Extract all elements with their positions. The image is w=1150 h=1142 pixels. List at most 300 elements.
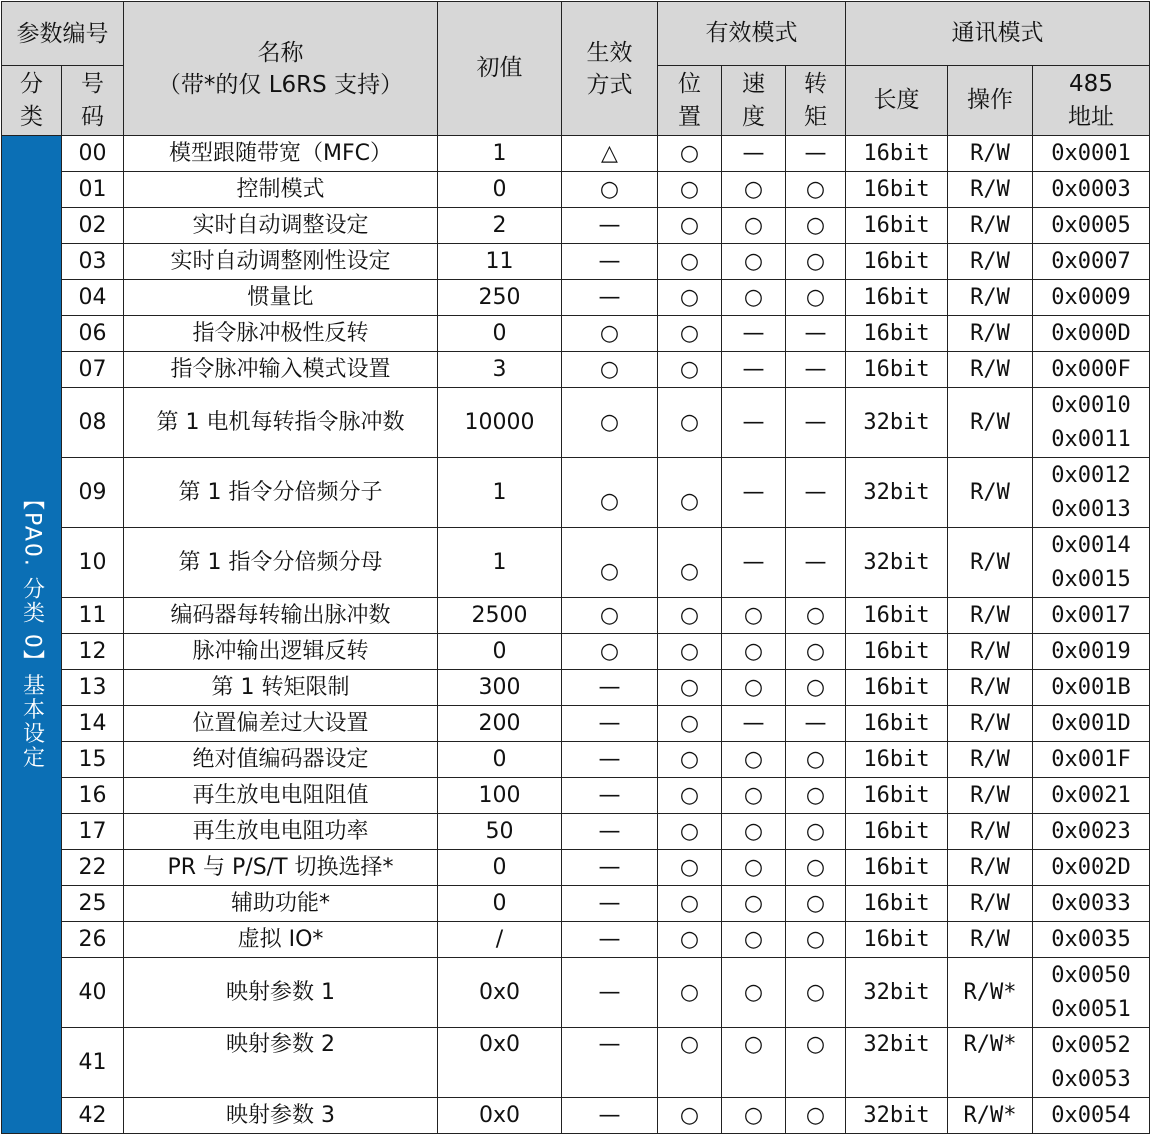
name-cell: 映射参数 1	[124, 958, 438, 1028]
table-row	[2, 598, 1150, 634]
speed-cell: ○	[722, 670, 786, 706]
header-torque: 转矩	[786, 66, 846, 136]
length-cell: 32bit	[846, 458, 948, 528]
torque-cell: —	[786, 136, 846, 172]
header-effect: 生效方式	[562, 2, 658, 136]
address-value: 0x0003	[1051, 176, 1131, 202]
position-cell: ○	[658, 208, 722, 244]
code-cell: 09	[62, 458, 124, 528]
address-cell	[1033, 706, 1150, 742]
table-row	[2, 814, 1150, 850]
address-value: 0x0051	[1051, 996, 1131, 1022]
effect-cell: —	[562, 280, 658, 316]
position-cell: ○	[658, 172, 722, 208]
address-value: 0x0053	[1051, 1066, 1131, 1092]
operation-cell: R/W	[948, 172, 1033, 208]
torque-cell: ○	[786, 922, 846, 958]
code-cell: 22	[62, 850, 124, 886]
effect-cell: —	[562, 670, 658, 706]
name-cell: 惯量比	[124, 280, 438, 316]
torque-cell: ○	[786, 1098, 846, 1134]
speed-cell: —	[722, 136, 786, 172]
address-value: 0x0005	[1051, 212, 1131, 238]
address-value: 0x002D	[1051, 854, 1131, 880]
length-cell: 16bit	[846, 634, 948, 670]
init-cell: 3	[438, 352, 562, 388]
torque-cell: —	[786, 528, 846, 598]
address-cell	[1033, 244, 1150, 280]
speed-cell: ○	[722, 1098, 786, 1134]
header-category: 分类	[2, 66, 62, 136]
operation-cell: R/W	[948, 244, 1033, 280]
address-value: 0x0013	[1051, 496, 1131, 522]
name-cell: 控制模式	[124, 172, 438, 208]
operation-cell: R/W	[948, 850, 1033, 886]
torque-cell: ○	[786, 634, 846, 670]
length-cell: 32bit	[846, 528, 948, 598]
init-cell: 0x0	[438, 1028, 562, 1098]
torque-cell: ○	[786, 742, 846, 778]
address-value: 0x0007	[1051, 248, 1131, 274]
length-cell: 32bit	[846, 1028, 948, 1098]
speed-cell: ○	[722, 814, 786, 850]
effect-cell	[562, 458, 658, 528]
address-cell	[1033, 316, 1150, 352]
name-cell: 辅助功能*	[124, 886, 438, 922]
init-cell: 1	[438, 458, 562, 528]
init-cell: 0	[438, 172, 562, 208]
torque-cell: —	[786, 388, 846, 458]
table-row	[2, 958, 1150, 1028]
address-cell	[1033, 172, 1150, 208]
length-cell: 16bit	[846, 208, 948, 244]
operation-cell: R/W	[948, 922, 1033, 958]
operation-cell: R/W	[948, 352, 1033, 388]
operation-cell: R/W	[948, 280, 1033, 316]
address-cell	[1033, 388, 1150, 458]
position-cell: ○	[658, 634, 722, 670]
length-cell: 16bit	[846, 598, 948, 634]
table-row	[2, 706, 1150, 742]
code-cell: 41	[62, 1028, 124, 1098]
code-cell: 25	[62, 886, 124, 922]
effect-cell: ○	[562, 388, 658, 458]
effect-cell: —	[562, 958, 658, 1028]
torque-cell: ○	[786, 886, 846, 922]
table-row	[2, 316, 1150, 352]
torque-cell: ○	[786, 850, 846, 886]
position-cell: ○	[658, 850, 722, 886]
address-cell	[1033, 958, 1150, 1028]
operation-cell: R/W	[948, 208, 1033, 244]
init-cell: /	[438, 922, 562, 958]
position-cell: ○	[658, 958, 722, 1028]
address-value: 0x0050	[1051, 962, 1131, 988]
name-cell: 指令脉冲极性反转	[124, 316, 438, 352]
torque-cell: ○	[786, 208, 846, 244]
operation-cell: R/W	[948, 778, 1033, 814]
position-cell: ○	[658, 352, 722, 388]
address-value: 0x0035	[1051, 926, 1131, 952]
code-cell: 11	[62, 598, 124, 634]
table-row	[2, 670, 1150, 706]
torque-cell: ○	[786, 244, 846, 280]
init-cell: 300	[438, 670, 562, 706]
address-cell	[1033, 352, 1150, 388]
address-value: 0x0009	[1051, 284, 1131, 310]
table-row	[2, 850, 1150, 886]
code-cell: 06	[62, 316, 124, 352]
speed-cell: —	[722, 388, 786, 458]
torque-cell: ○	[786, 172, 846, 208]
address-value: 0x000D	[1051, 320, 1131, 346]
address-cell	[1033, 136, 1150, 172]
init-cell: 11	[438, 244, 562, 280]
speed-cell: ○	[722, 598, 786, 634]
name-cell: 实时自动调整刚性设定	[124, 244, 438, 280]
name-cell: 第 1 电机每转指令脉冲数	[124, 388, 438, 458]
operation-cell: R/W	[948, 458, 1033, 528]
operation-cell: R/W*	[948, 958, 1033, 1028]
position-cell: ○	[658, 922, 722, 958]
address-value: 0x001F	[1051, 746, 1131, 772]
speed-cell: ○	[722, 244, 786, 280]
code-cell: 04	[62, 280, 124, 316]
effect-cell: —	[562, 778, 658, 814]
length-cell: 16bit	[846, 316, 948, 352]
speed-cell: ○	[722, 742, 786, 778]
address-cell	[1033, 280, 1150, 316]
position-cell-value: ○	[679, 558, 700, 584]
code-cell: 01	[62, 172, 124, 208]
speed-cell: —	[722, 316, 786, 352]
torque-cell: ○	[786, 598, 846, 634]
length-cell: 16bit	[846, 742, 948, 778]
position-cell: ○	[658, 778, 722, 814]
header-name	[124, 2, 438, 136]
header-init: 初值	[438, 2, 562, 136]
torque-cell: ○	[786, 670, 846, 706]
init-cell: 200	[438, 706, 562, 742]
effect-cell: —	[562, 850, 658, 886]
address-value: 0x0012	[1051, 462, 1131, 488]
address-value: 0x0017	[1051, 602, 1131, 628]
name-cell: 脉冲输出逻辑反转	[124, 634, 438, 670]
init-cell: 100	[438, 778, 562, 814]
speed-cell: ○	[722, 922, 786, 958]
position-cell: ○	[658, 706, 722, 742]
address-cell	[1033, 850, 1150, 886]
length-cell: 32bit	[846, 1098, 948, 1134]
init-cell: 0	[438, 316, 562, 352]
category-label: 【PA0. 分类 0】基本设定	[19, 488, 45, 770]
address-cell	[1033, 886, 1150, 922]
speed-cell: —	[722, 352, 786, 388]
init-cell: 1	[438, 136, 562, 172]
position-cell: ○	[658, 280, 722, 316]
position-cell: ○	[658, 244, 722, 280]
table-row	[2, 528, 1150, 598]
address-value: 0x0054	[1051, 1102, 1131, 1128]
address-cell	[1033, 634, 1150, 670]
torque-cell: ○	[786, 814, 846, 850]
speed-cell: ○	[722, 172, 786, 208]
init-cell: 0	[438, 886, 562, 922]
effect-cell-value: ○	[599, 488, 620, 514]
address-value: 0x000F	[1051, 356, 1131, 382]
position-cell: ○	[658, 1098, 722, 1134]
init-cell: 0x0	[438, 1098, 562, 1134]
name-cell: 模型跟随带宽（MFC）	[124, 136, 438, 172]
address-cell	[1033, 742, 1150, 778]
header-address: 485地址	[1033, 66, 1150, 136]
name-cell: 绝对值编码器设定	[124, 742, 438, 778]
length-cell: 32bit	[846, 958, 948, 1028]
operation-cell: R/W	[948, 136, 1033, 172]
length-cell: 32bit	[846, 388, 948, 458]
code-cell: 16	[62, 778, 124, 814]
torque-cell: ○	[786, 958, 846, 1028]
speed-cell: ○	[722, 778, 786, 814]
length-cell: 16bit	[846, 886, 948, 922]
init-cell: 2	[438, 208, 562, 244]
code-cell: 12	[62, 634, 124, 670]
operation-cell: R/W*	[948, 1028, 1033, 1098]
address-value: 0x0014	[1051, 532, 1131, 558]
effect-cell: ○	[562, 316, 658, 352]
effect-cell: —	[562, 1098, 658, 1134]
length-cell: 16bit	[846, 814, 948, 850]
address-value: 0x0001	[1051, 140, 1131, 166]
position-cell: ○	[658, 814, 722, 850]
position-cell: ○	[658, 742, 722, 778]
address-cell	[1033, 528, 1150, 598]
table-row	[2, 172, 1150, 208]
init-cell: 2500	[438, 598, 562, 634]
address-value: 0x0019	[1051, 638, 1131, 664]
table-row	[2, 1098, 1150, 1134]
table-row	[2, 634, 1150, 670]
length-cell: 16bit	[846, 136, 948, 172]
operation-cell: R/W*	[948, 1098, 1033, 1134]
name-cell: 映射参数 2	[124, 1028, 438, 1098]
effect-cell: —	[562, 244, 658, 280]
code-cell: 00	[62, 136, 124, 172]
operation-cell: R/W	[948, 742, 1033, 778]
address-value: 0x0023	[1051, 818, 1131, 844]
name-cell: 映射参数 3	[124, 1098, 438, 1134]
address-value: 0x0033	[1051, 890, 1131, 916]
init-cell: 250	[438, 280, 562, 316]
address-value: 0x0052	[1051, 1032, 1131, 1058]
header-valid-mode: 有效模式	[658, 2, 846, 66]
length-cell: 16bit	[846, 280, 948, 316]
address-cell	[1033, 1028, 1150, 1098]
parameter-table	[1, 1, 1150, 1134]
header-param-no: 参数编号	[2, 2, 124, 66]
position-cell: ○	[658, 1028, 722, 1098]
speed-cell: ○	[722, 280, 786, 316]
code-cell: 15	[62, 742, 124, 778]
operation-cell: R/W	[948, 598, 1033, 634]
table-row	[2, 388, 1150, 458]
torque-cell: —	[786, 352, 846, 388]
operation-cell: R/W	[948, 528, 1033, 598]
length-cell: 16bit	[846, 352, 948, 388]
length-cell: 16bit	[846, 670, 948, 706]
position-cell: ○	[658, 136, 722, 172]
table-row	[2, 136, 1150, 172]
effect-cell: —	[562, 886, 658, 922]
effect-cell	[562, 528, 658, 598]
torque-cell: —	[786, 706, 846, 742]
address-value: 0x0011	[1051, 426, 1131, 452]
address-value: 0x001B	[1051, 674, 1131, 700]
position-cell: ○	[658, 316, 722, 352]
table-row	[2, 922, 1150, 958]
category-label-cell	[2, 136, 62, 1134]
header-name-note: （带*的仅 L6RS 支持）	[157, 71, 404, 98]
operation-cell: R/W	[948, 886, 1033, 922]
table-row	[2, 742, 1150, 778]
length-cell: 16bit	[846, 172, 948, 208]
code-cell: 13	[62, 670, 124, 706]
name-cell: 第 1 转矩限制	[124, 670, 438, 706]
name-cell: 虚拟 IO*	[124, 922, 438, 958]
position-cell: ○	[658, 598, 722, 634]
position-cell	[658, 458, 722, 528]
table-row	[2, 1028, 1150, 1098]
operation-cell: R/W	[948, 388, 1033, 458]
code-cell: 07	[62, 352, 124, 388]
position-cell: ○	[658, 670, 722, 706]
effect-cell: ○	[562, 172, 658, 208]
speed-cell: ○	[722, 1028, 786, 1098]
init-cell: 50	[438, 814, 562, 850]
position-cell-value: ○	[679, 488, 700, 514]
effect-cell-value: ○	[599, 558, 620, 584]
init-cell: 0	[438, 742, 562, 778]
header-name-label: 名称	[257, 39, 304, 66]
effect-cell: —	[562, 814, 658, 850]
torque-cell: —	[786, 458, 846, 528]
name-cell: 指令脉冲输入模式设置	[124, 352, 438, 388]
init-cell: 10000	[438, 388, 562, 458]
address-cell	[1033, 922, 1150, 958]
address-cell	[1033, 208, 1150, 244]
operation-cell: R/W	[948, 670, 1033, 706]
speed-cell: ○	[722, 634, 786, 670]
address-value: 0x0010	[1051, 392, 1131, 418]
effect-cell: ○	[562, 634, 658, 670]
header-comm-mode: 通讯模式	[846, 2, 1150, 66]
length-cell: 16bit	[846, 922, 948, 958]
length-cell: 16bit	[846, 706, 948, 742]
address-cell	[1033, 670, 1150, 706]
header-speed: 速度	[722, 66, 786, 136]
name-cell: 再生放电电阻功率	[124, 814, 438, 850]
header-operation: 操作	[948, 66, 1033, 136]
address-cell	[1033, 1098, 1150, 1134]
table-header	[2, 2, 1150, 136]
name-cell: 第 1 指令分倍频分子	[124, 458, 438, 528]
torque-cell: —	[786, 316, 846, 352]
speed-cell: ○	[722, 850, 786, 886]
effect-cell: —	[562, 706, 658, 742]
operation-cell: R/W	[948, 634, 1033, 670]
table-row	[2, 244, 1150, 280]
torque-cell: ○	[786, 1028, 846, 1098]
code-cell: 14	[62, 706, 124, 742]
effect-cell: ○	[562, 598, 658, 634]
init-cell: 0x0	[438, 958, 562, 1028]
position-cell: ○	[658, 388, 722, 458]
address-cell	[1033, 458, 1150, 528]
code-cell: 26	[62, 922, 124, 958]
table-row	[2, 208, 1150, 244]
speed-cell: ○	[722, 886, 786, 922]
position-cell: ○	[658, 886, 722, 922]
table-row	[2, 778, 1150, 814]
name-cell: 再生放电电阻阻值	[124, 778, 438, 814]
address-value: 0x0021	[1051, 782, 1131, 808]
code-cell: 40	[62, 958, 124, 1028]
torque-cell: ○	[786, 280, 846, 316]
speed-cell: —	[722, 706, 786, 742]
header-length: 长度	[846, 66, 948, 136]
speed-cell: —	[722, 458, 786, 528]
code-cell: 42	[62, 1098, 124, 1134]
code-cell: 10	[62, 528, 124, 598]
address-cell	[1033, 778, 1150, 814]
length-cell: 16bit	[846, 244, 948, 280]
header-code: 号码	[62, 66, 124, 136]
position-cell	[658, 528, 722, 598]
speed-cell: —	[722, 528, 786, 598]
name-cell: 实时自动调整设定	[124, 208, 438, 244]
effect-cell: —	[562, 742, 658, 778]
address-value: 0x001D	[1051, 710, 1131, 736]
code-cell: 03	[62, 244, 124, 280]
table-row	[2, 458, 1150, 528]
operation-cell: R/W	[948, 316, 1033, 352]
speed-cell: ○	[722, 958, 786, 1028]
effect-cell: ○	[562, 352, 658, 388]
name-cell: 第 1 指令分倍频分母	[124, 528, 438, 598]
table-body	[2, 136, 1150, 1134]
speed-cell: ○	[722, 208, 786, 244]
init-cell: 0	[438, 850, 562, 886]
table-row	[2, 886, 1150, 922]
effect-cell: —	[562, 922, 658, 958]
effect-cell: △	[562, 136, 658, 172]
init-cell: 1	[438, 528, 562, 598]
length-cell: 16bit	[846, 850, 948, 886]
operation-cell: R/W	[948, 814, 1033, 850]
operation-cell: R/W	[948, 706, 1033, 742]
table-row	[2, 280, 1150, 316]
code-cell: 17	[62, 814, 124, 850]
length-cell: 16bit	[846, 778, 948, 814]
effect-cell: —	[562, 1028, 658, 1098]
header-position: 位置	[658, 66, 722, 136]
code-cell: 08	[62, 388, 124, 458]
effect-cell: —	[562, 208, 658, 244]
address-value: 0x0015	[1051, 566, 1131, 592]
name-cell: 编码器每转输出脉冲数	[124, 598, 438, 634]
address-cell	[1033, 598, 1150, 634]
name-cell: 位置偏差过大设置	[124, 706, 438, 742]
